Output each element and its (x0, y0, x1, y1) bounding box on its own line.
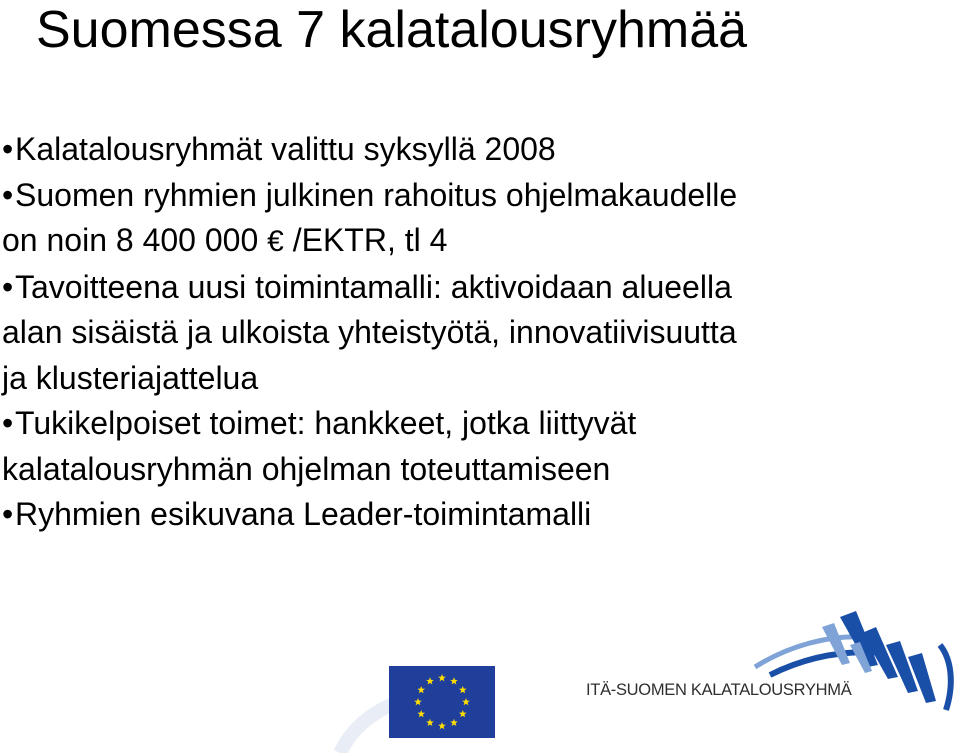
bullet-item (2, 401, 952, 447)
bullet-dot: • (2, 131, 14, 167)
bullet-continuation (2, 447, 952, 493)
bullet-continuation (2, 218, 952, 265)
bullet-text: Suomen ryhmien julkinen rahoitus ohjelmakaudelle (15, 176, 738, 213)
bullet-text: /EKTR, tl 4 (283, 222, 448, 258)
logo-text: ITÄ-SUOMEN KALATALOUSRYHMÄ (586, 681, 852, 699)
bullet-item (2, 492, 952, 538)
euro-sign: € (267, 225, 284, 258)
bullet-text: Tavoitteena uusi toimintamalli: aktivoidaan alueella (15, 268, 732, 305)
slide-title: Suomessa 7 kalatalousryhmää (36, 1, 748, 59)
bullet-dot: • (2, 268, 14, 305)
bullet-text: ja klusteriajattelua (2, 359, 259, 396)
bullet-text: Ryhmien esikuvana Leader-toimintamalli (15, 496, 592, 532)
bullet-text: Tukikelpoiset toimet: hankkeet, jotka liittyvät (15, 405, 637, 441)
bullet-item (2, 127, 952, 173)
bullet-item (2, 265, 952, 311)
bullet-text: Kalatalousryhmät valittu syksyllä 2008 (15, 131, 556, 167)
bullet-text: alan sisäistä ja ulkoista yhteistyötä, innovatiivisuutta (2, 314, 737, 350)
bullet-continuation (2, 310, 952, 356)
bullet-list (2, 127, 952, 538)
bullet-text: kalatalousryhmän ohjelman toteuttamiseen (2, 450, 611, 487)
bullet-dot: • (2, 405, 14, 441)
eu-flag-icon (389, 666, 495, 738)
bullet-item (2, 173, 952, 219)
bullet-text: on noin 8 400 000 (2, 222, 268, 258)
bullet-dot: • (2, 496, 14, 532)
bullet-dot: • (2, 176, 14, 213)
bullet-continuation (2, 356, 952, 402)
